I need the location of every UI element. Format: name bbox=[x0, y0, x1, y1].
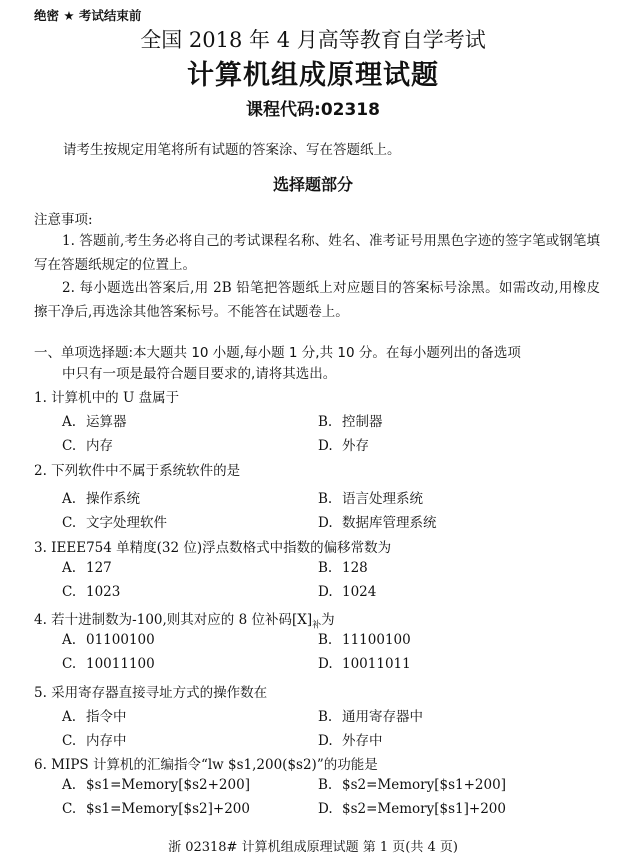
subject-title: 计算机组成原理试题 bbox=[187, 60, 439, 91]
option-letter: A. bbox=[62, 414, 77, 430]
question-6-option-c bbox=[62, 801, 250, 817]
question-3-stem: 3. IEEE754 单精度(32 位)浮点数格式中指数的偏移常数为 bbox=[34, 540, 392, 556]
option-text: 127 bbox=[86, 560, 112, 576]
option-text: 10011011 bbox=[342, 656, 411, 672]
option-letter: C. bbox=[62, 656, 77, 672]
note-item-1: 1. 答题前,考生务必将自己的考试课程名称、姓名、准考证号用黑色字迹的签字笔或钢笔填写在答题纸规定的位置上。 bbox=[34, 233, 600, 273]
course-code: 课程代码:02318 bbox=[246, 100, 380, 120]
option-text: $s2=Memory[$s1]+200 bbox=[342, 801, 506, 817]
question-5-option-c bbox=[62, 729, 127, 749]
question-6-option-a bbox=[62, 777, 250, 793]
option-letter: C. bbox=[62, 733, 77, 749]
question-2-option-c bbox=[62, 511, 167, 531]
option-text: 通用寄存器中 bbox=[342, 709, 423, 725]
option-text: $s1=Memory[$s2+200] bbox=[86, 777, 250, 793]
option-letter: A. bbox=[62, 560, 77, 576]
question-2-option-d bbox=[318, 511, 437, 531]
page-footer: 浙 02318# 计算机组成原理试题 第 1 页(共 4 页) bbox=[168, 840, 458, 855]
option-letter: B. bbox=[318, 709, 333, 725]
option-text: 控制器 bbox=[342, 414, 383, 430]
option-letter: B. bbox=[318, 632, 333, 648]
option-text: 语言处理系统 bbox=[342, 491, 423, 507]
question-1-option-b bbox=[318, 410, 383, 430]
option-text: 指令中 bbox=[86, 709, 127, 725]
note-item-2: 2. 每小题选出答案后,用 2B 铅笔把答题纸上对应题目的答案标号涂黑。如需改动,用橡皮擦干净后,再选涂其他答案标号。不能答在试题卷上。 bbox=[34, 280, 600, 320]
option-letter: C. bbox=[62, 515, 77, 531]
option-letter: D. bbox=[318, 801, 333, 817]
question-2-stem: 2. 下列软件中不属于系统软件的是 bbox=[34, 463, 241, 479]
section-heading-cont: 中只有一项是最符合题目要求的,请将其选出。 bbox=[62, 366, 337, 382]
option-letter: D. bbox=[318, 656, 333, 672]
question-6-stem: 6. MIPS 计算机的汇编指令“lw $s1,200($s2)”的功能是 bbox=[34, 757, 378, 773]
question-1-stem: 1. 计算机中的 U 盘属于 bbox=[34, 390, 180, 406]
question-3-option-c bbox=[62, 584, 120, 600]
option-letter: D. bbox=[318, 438, 333, 454]
section-heading: 一、单项选择题:本大题共 10 小题,每小题 1 分,共 10 分。在每小题列出的备选项 bbox=[34, 345, 521, 361]
question-4-stem-text: 4. 若十进制数为-100,则其对应的 8 位补码[X] bbox=[34, 612, 313, 628]
question-3-option-a bbox=[62, 560, 112, 576]
option-letter: B. bbox=[318, 491, 333, 507]
option-letter: C. bbox=[62, 584, 77, 600]
option-text: 1024 bbox=[342, 584, 377, 600]
part-title: 选择题部分 bbox=[272, 175, 353, 194]
question-1-option-a bbox=[62, 410, 127, 430]
option-letter: B. bbox=[318, 777, 333, 793]
option-letter: D. bbox=[318, 733, 333, 749]
question-4-option-a bbox=[62, 632, 155, 648]
subscript-complement: 补 bbox=[312, 620, 322, 631]
option-letter: A. bbox=[62, 491, 77, 507]
option-text: 文字处理软件 bbox=[86, 515, 167, 531]
option-letter: A. bbox=[62, 632, 77, 648]
question-4-option-d bbox=[318, 656, 411, 672]
question-4-option-c bbox=[62, 656, 155, 672]
option-text: 10011100 bbox=[86, 656, 155, 672]
intro-instruction: 请考生按规定用笔将所有试题的答案涂、写在答题纸上。 bbox=[63, 142, 401, 158]
option-text: 1023 bbox=[86, 584, 121, 600]
question-1-option-c bbox=[62, 434, 113, 454]
option-text: 内存 bbox=[86, 438, 113, 454]
question-5-stem: 5. 采用寄存器直接寻址方式的操作数在 bbox=[34, 685, 268, 701]
question-4-stem-end: 为 bbox=[321, 612, 335, 628]
option-text: 数据库管理系统 bbox=[342, 515, 437, 531]
option-letter: A. bbox=[62, 777, 77, 793]
option-text: 11100100 bbox=[342, 632, 411, 648]
option-letter: D. bbox=[318, 584, 333, 600]
question-2-option-b bbox=[318, 487, 423, 507]
option-text: 外存 bbox=[342, 438, 369, 454]
option-letter: C. bbox=[62, 438, 77, 454]
option-text: $s1=Memory[$s2]+200 bbox=[86, 801, 250, 817]
question-6-option-b bbox=[318, 777, 506, 793]
option-text: $s2=Memory[$s1+200] bbox=[342, 777, 506, 793]
option-text: 内存中 bbox=[86, 733, 127, 749]
notes-title: 注意事项: bbox=[34, 212, 93, 228]
option-text: 01100100 bbox=[86, 632, 155, 648]
exam-title: 全国 2018 年 4 月高等教育自学考试 bbox=[140, 28, 486, 52]
question-4-stem bbox=[34, 608, 335, 631]
question-5-option-d bbox=[318, 729, 383, 749]
option-letter: D. bbox=[318, 515, 333, 531]
question-5-option-b bbox=[318, 705, 423, 725]
option-text: 操作系统 bbox=[86, 491, 140, 507]
question-4-option-b bbox=[318, 632, 411, 648]
option-letter: B. bbox=[318, 414, 333, 430]
option-letter: C. bbox=[62, 801, 77, 817]
option-text: 128 bbox=[342, 560, 368, 576]
question-3-option-d bbox=[318, 584, 376, 600]
option-letter: B. bbox=[318, 560, 333, 576]
question-6-option-d bbox=[318, 801, 506, 817]
question-1-option-d bbox=[318, 434, 369, 454]
confidential-label: 绝密 ★ 考试结束前 bbox=[34, 8, 142, 23]
option-text: 外存中 bbox=[342, 733, 383, 749]
option-letter: A. bbox=[62, 709, 77, 725]
question-3-option-b bbox=[318, 560, 368, 576]
question-5-option-a bbox=[62, 705, 127, 725]
question-2-option-a bbox=[62, 487, 140, 507]
option-text: 运算器 bbox=[86, 414, 127, 430]
